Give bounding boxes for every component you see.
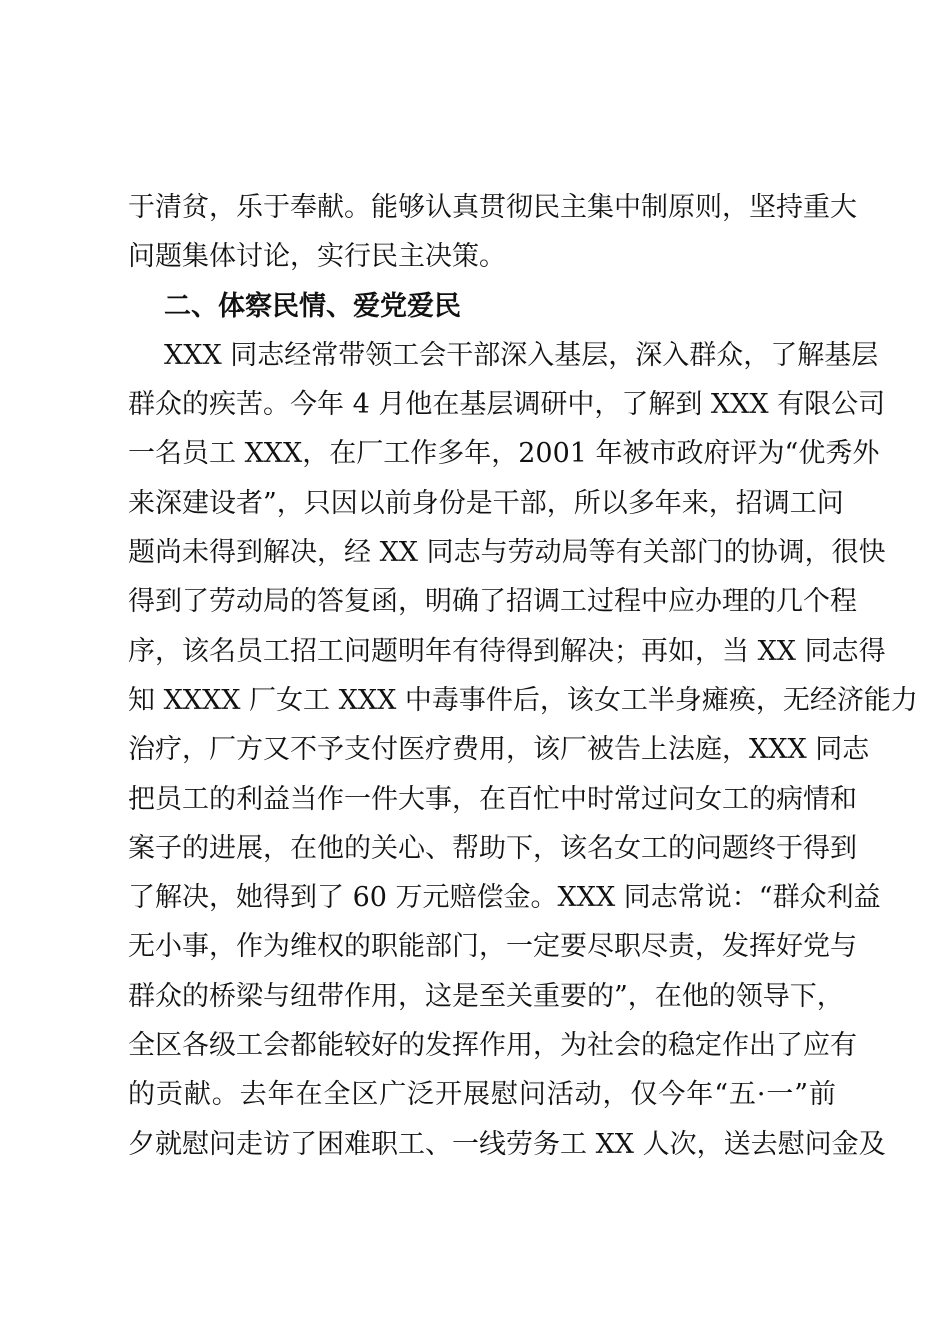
body-line: 知 XXXX 厂女工 XXX 中毒事件后，该女工半身瘫痪，无经济能力	[128, 684, 918, 716]
body-line: 无小事，作为维权的职能部门，一定要尽职尽责，发挥好党与	[128, 931, 857, 963]
body-line: 题尚未得到解决，经 XX 同志与劳动局等有关部门的协调，很快	[128, 537, 886, 569]
body-line: 于清贫，乐于奉献。能够认真贯彻民主集中制原则，坚持重大	[128, 192, 857, 223]
body-line: 问题集体讨论，实行民主决策。	[128, 241, 506, 273]
body-line: 得到了劳动局的答复函，明确了招调工过程中应办理的几个程	[128, 586, 857, 618]
body-line: 了解决，她得到了 60 万元赔偿金。XXX 同志常说：“群众利益	[128, 882, 881, 914]
body-line: 序，该名员工招工问题明年有待得到解决；再如，当 XX 同志得	[128, 635, 886, 667]
body-line: 来深建设者”，只因以前身份是干部，所以多年来，招调工问	[128, 487, 844, 519]
section-heading: 二、体察民情、爱党爱民	[164, 290, 461, 322]
body-line: 群众的疾苦。今年 4 月他在基层调研中，了解到 XXX 有限公司	[128, 389, 886, 421]
body-line: 案子的进展，在他的关心、帮助下，该名女工的问题终于得到	[128, 832, 857, 864]
body-line: 夕就慰问走访了困难职工、一线劳务工 XX 人次，送去慰问金及	[128, 1128, 886, 1160]
body-line: 治疗，厂方又不予支付医疗费用，该厂被告上法庭，XXX 同志	[128, 734, 870, 766]
body-line: XXX 同志经常带领工会干部深入基层，深入群众，了解基层	[164, 339, 879, 371]
body-line: 一名员工 XXX，在厂工作多年，2001 年被市政府评为“优秀外	[128, 438, 880, 470]
body-line: 全区各级工会都能较好的发挥作用，为社会的稳定作出了应有	[128, 1030, 857, 1062]
body-line: 群众的桥梁与纽带作用，这是至关重要的”，在他的领导下，	[128, 980, 844, 1012]
document-body	[128, 183, 918, 1169]
body-line: 的贡献。去年在全区广泛开展慰问活动，仅今年“五·一”前	[128, 1079, 836, 1111]
body-line: 把员工的利益当作一件大事，在百忙中时常过问女工的病情和	[128, 783, 857, 815]
